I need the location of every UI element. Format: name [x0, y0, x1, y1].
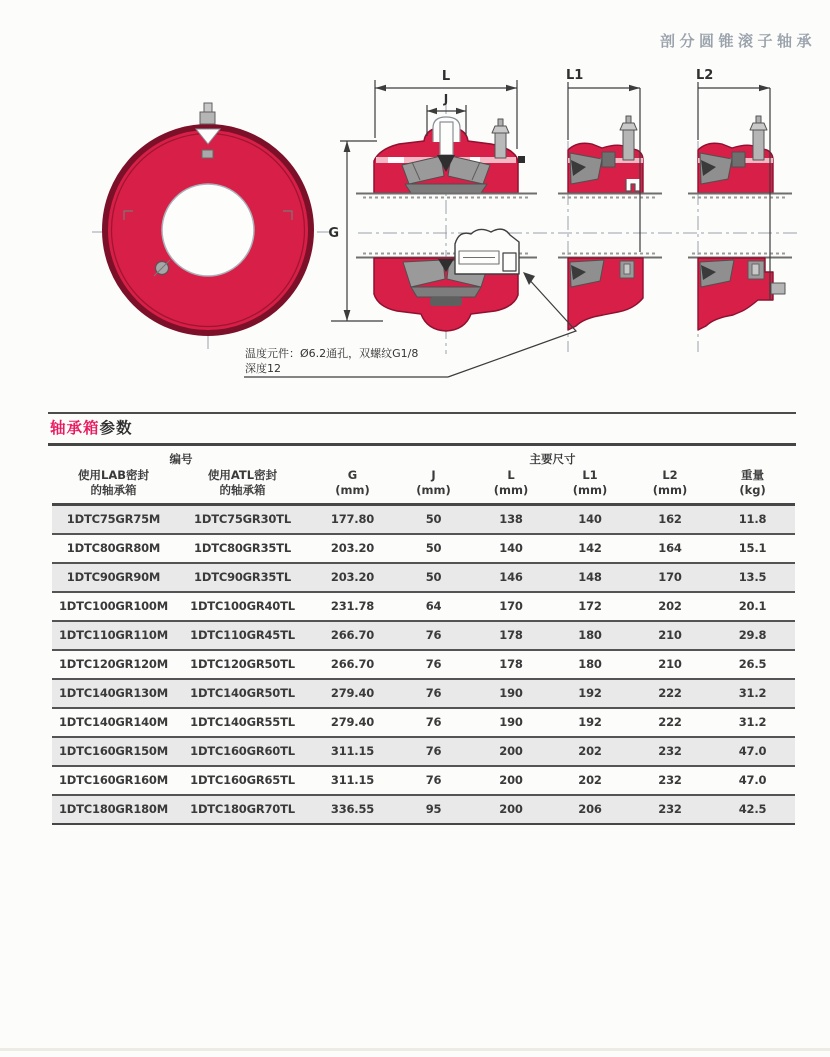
col-header-label: L2	[662, 468, 678, 482]
col-header-weight	[710, 467, 795, 504]
technical-diagram	[0, 0, 830, 412]
col-header-label: 重量	[741, 468, 765, 482]
col-header-label: L1	[582, 468, 598, 482]
dim-label-L: L	[441, 69, 451, 84]
table-cell: 76	[395, 621, 472, 650]
table-header	[52, 450, 795, 504]
table-cell: 200	[472, 737, 550, 766]
table-cell: 13.5	[710, 563, 795, 592]
table-cell: 200	[472, 766, 550, 795]
table-cell: 311.15	[310, 737, 395, 766]
table-row	[52, 592, 795, 621]
table-cell: 232	[630, 737, 710, 766]
table-cell: 76	[395, 679, 472, 708]
page-bottom-edge	[0, 1048, 830, 1051]
table-cell: 180	[550, 650, 630, 679]
table-cell: 162	[630, 504, 710, 534]
table-cell: 203.20	[310, 563, 395, 592]
table-cell: 1DTC160GR60TL	[175, 737, 310, 766]
table-cell: 336.55	[310, 795, 395, 824]
table-cell: 1DTC90GR90M	[52, 563, 175, 592]
table-cell: 192	[550, 679, 630, 708]
col-header-unit: (kg)	[739, 482, 766, 497]
side-plug-icon	[771, 283, 785, 294]
table-cell: 202	[550, 766, 630, 795]
table-cell: 1DTC80GR35TL	[175, 534, 310, 563]
col-header-unit: (mm)	[493, 482, 529, 497]
table-cell: 266.70	[310, 650, 395, 679]
section-title-highlight: 轴承箱	[50, 419, 100, 437]
table-cell: 202	[630, 592, 710, 621]
group-header-row	[52, 450, 795, 467]
table-cell: 31.2	[710, 708, 795, 737]
document-title: 剖分圆锥滚子轴承	[659, 32, 816, 50]
table-cell: 20.1	[710, 592, 795, 621]
table-cell: 47.0	[710, 766, 795, 795]
table-cell: 172	[550, 592, 630, 621]
col-header-L1	[550, 467, 630, 504]
table-cell: 178	[472, 650, 550, 679]
table-cell: 50	[395, 504, 472, 534]
col-header-unit: (mm)	[416, 482, 451, 497]
col-header-lab-seal	[52, 467, 175, 504]
table-cell: 1DTC120GR120M	[52, 650, 175, 679]
table-cell: 170	[630, 563, 710, 592]
dim-label-G: G	[328, 226, 339, 241]
table-cell: 1DTC180GR70TL	[175, 795, 310, 824]
table-cell: 210	[630, 650, 710, 679]
col-header-label: L	[507, 468, 515, 482]
table-cell: 76	[395, 737, 472, 766]
table-cell: 140	[550, 504, 630, 534]
table-cell: 76	[395, 766, 472, 795]
table-cell: 279.40	[310, 708, 395, 737]
table-cell: 311.15	[310, 766, 395, 795]
table-cell: 146	[472, 563, 550, 592]
col-header-G	[310, 467, 395, 504]
grease-fitting-icon	[495, 133, 506, 158]
table-cell: 42.5	[710, 795, 795, 824]
table-row	[52, 795, 795, 824]
table-cell: 1DTC140GR50TL	[175, 679, 310, 708]
table-cell: 210	[630, 621, 710, 650]
table-cell: 140	[472, 534, 550, 563]
table-row	[52, 504, 795, 534]
table-cell: 177.80	[310, 504, 395, 534]
col-header-label2: 的轴承箱	[90, 482, 137, 497]
table-cell: 64	[395, 592, 472, 621]
table-cell: 1DTC100GR100M	[52, 592, 175, 621]
col-header-unit: (mm)	[652, 482, 688, 497]
table-cell: 50	[395, 534, 472, 563]
table-cell: 232	[630, 795, 710, 824]
table-body	[52, 504, 795, 824]
annotation-line2: 深度12	[245, 362, 281, 375]
col-header-label: G	[347, 468, 358, 482]
table-cell: 222	[630, 679, 710, 708]
table-cell: 1DTC110GR110M	[52, 621, 175, 650]
table-cell: 1DTC140GR55TL	[175, 708, 310, 737]
section-title-rest: 参数	[99, 419, 133, 437]
table-cell: 190	[472, 679, 550, 708]
table-cell: 178	[472, 621, 550, 650]
section-divider-bottom	[48, 443, 796, 446]
dim-label-L2: L2	[696, 68, 714, 83]
table-cell: 15.1	[710, 534, 795, 563]
col-header-label: J	[431, 468, 436, 482]
table-cell: 232	[630, 766, 710, 795]
col-header-label2: 的轴承箱	[219, 482, 266, 497]
col-header-L2	[630, 467, 710, 504]
parameters-table	[52, 450, 795, 825]
section-view-L2	[688, 116, 792, 330]
table-cell: 50	[395, 563, 472, 592]
table-row	[52, 621, 795, 650]
table-cell: 1DTC140GR130M	[52, 679, 175, 708]
table-row	[52, 650, 795, 679]
table-cell: 47.0	[710, 737, 795, 766]
section-divider-top	[48, 412, 796, 414]
table-cell: 1DTC160GR150M	[52, 737, 175, 766]
table-cell: 1DTC140GR140M	[52, 708, 175, 737]
annotation-line1: 温度元件：Ø6.2通孔，双螺纹G1/8	[245, 347, 419, 360]
table-cell: 11.8	[710, 504, 795, 534]
dim-label-L1: L1	[566, 68, 584, 83]
table-cell: 1DTC75GR30TL	[175, 504, 310, 534]
table-cell: 1DTC100GR40TL	[175, 592, 310, 621]
table-row	[52, 563, 795, 592]
table-row	[52, 534, 795, 563]
table-row	[52, 679, 795, 708]
table-row	[52, 737, 795, 766]
table-cell: 95	[395, 795, 472, 824]
table-cell: 76	[395, 708, 472, 737]
table-cell: 266.70	[310, 621, 395, 650]
table-cell: 231.78	[310, 592, 395, 621]
col-header-label: 使用ATL密封	[207, 468, 278, 482]
table-cell: 203.20	[310, 534, 395, 563]
bore-hole	[162, 184, 254, 276]
table-cell: 190	[472, 708, 550, 737]
table-cell: 279.40	[310, 679, 395, 708]
table-cell: 222	[630, 708, 710, 737]
table-cell: 29.8	[710, 621, 795, 650]
col-header-unit: (mm)	[335, 482, 370, 497]
table-cell: 1DTC120GR50TL	[175, 650, 310, 679]
col-header-label: 使用LAB密封	[78, 468, 149, 482]
table-cell: 1DTC90GR35TL	[175, 563, 310, 592]
table-cell: 76	[395, 650, 472, 679]
table-cell: 1DTC160GR65TL	[175, 766, 310, 795]
table-cell: 1DTC160GR160M	[52, 766, 175, 795]
group-header-main-dims: 主要尺寸	[529, 452, 576, 466]
table-cell: 31.2	[710, 679, 795, 708]
table-cell: 202	[550, 737, 630, 766]
table-cell: 192	[550, 708, 630, 737]
table-cell: 206	[550, 795, 630, 824]
col-header-atl-seal	[175, 467, 310, 504]
table-cell: 1DTC180GR180M	[52, 795, 175, 824]
front-view	[105, 103, 311, 333]
column-header-row	[52, 467, 795, 504]
col-header-unit: (mm)	[572, 482, 608, 497]
col-header-J	[395, 467, 472, 504]
table-row	[52, 766, 795, 795]
table-cell: 170	[472, 592, 550, 621]
table-cell: 1DTC80GR80M	[52, 534, 175, 563]
cap-bolt-slot	[440, 122, 453, 155]
table-cell: 200	[472, 795, 550, 824]
col-header-L	[472, 467, 550, 504]
section-view-main	[356, 117, 537, 331]
grease-fitting-icon	[200, 112, 215, 124]
dim-label-J: J	[443, 92, 449, 106]
table-row	[52, 708, 795, 737]
table-cell: 138	[472, 504, 550, 534]
table-cell: 164	[630, 534, 710, 563]
table-cell: 1DTC75GR75M	[52, 504, 175, 534]
section-title	[50, 416, 133, 438]
section-view-L1	[558, 116, 662, 330]
table-cell: 26.5	[710, 650, 795, 679]
table-cell: 1DTC110GR45TL	[175, 621, 310, 650]
group-header-number: 编号	[169, 452, 193, 466]
table-cell: 180	[550, 621, 630, 650]
table-cell: 148	[550, 563, 630, 592]
table-cell: 142	[550, 534, 630, 563]
